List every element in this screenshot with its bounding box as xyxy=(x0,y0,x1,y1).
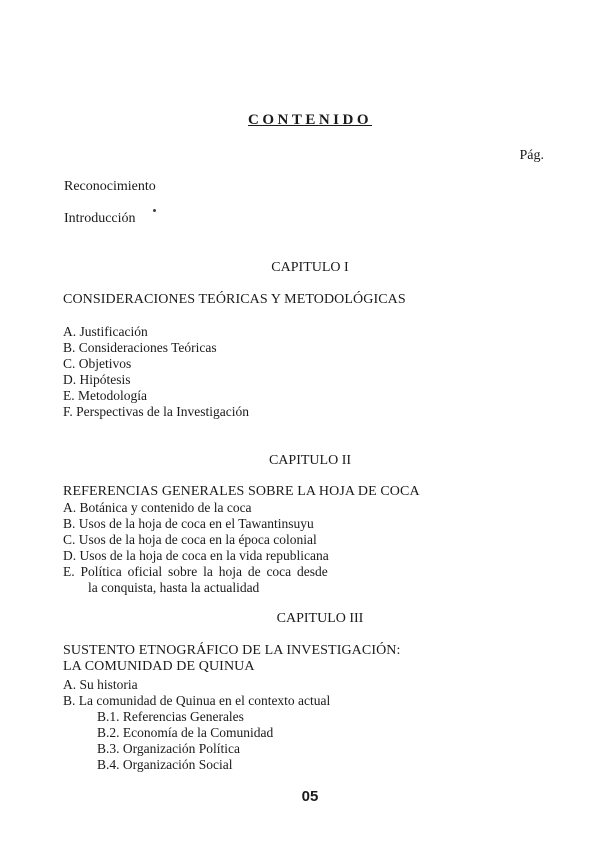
chapter-2-item: B. Usos de la hoja de coca en el Tawantinsuyu xyxy=(63,516,314,531)
chapter-3-item: B. La comunidad de Quinua en el contexto actual xyxy=(63,693,331,708)
chapter-2-item-continuation: la conquista, hasta la actualidad xyxy=(88,580,260,595)
chapter-3-title-line-2: LA COMUNIDAD DE QUINUA xyxy=(63,659,255,674)
chapter-1-item: B. Consideraciones Teóricas xyxy=(63,340,217,355)
chapter-3-subitem: B.4. Organización Social xyxy=(97,757,233,772)
chapter-1-item: D. Hipótesis xyxy=(63,372,131,387)
chapter-2-item: A. Botánica y contenido de la coca xyxy=(63,500,252,515)
page-number: 05 xyxy=(301,788,319,805)
page-column-label: Pág. xyxy=(519,148,544,163)
chapter-3-subitem: B.2. Economía de la Comunidad xyxy=(97,725,274,740)
chapter-1-label: CAPITULO I xyxy=(271,260,349,275)
toc-entry-introduccion: Introducción xyxy=(64,211,136,226)
chapter-2-item: D. Usos de la hoja de coca en la vida republicana xyxy=(63,548,329,563)
contents-heading: CONTENIDO xyxy=(247,112,372,128)
chapter-2-item: E. Política oficial sobre la hoja de coca desde xyxy=(63,564,328,579)
chapter-1-item: E. Metodología xyxy=(63,388,147,403)
chapter-1-item: F. Perspectivas de la Investigación xyxy=(63,404,249,419)
chapter-2-item: C. Usos de la hoja de coca en la época colonial xyxy=(63,532,317,547)
toc-entry-reconocimiento: Reconocimiento xyxy=(64,179,156,194)
chapter-3-subitem: B.1. Referencias Generales xyxy=(97,709,244,724)
chapter-1-item: C. Objetivos xyxy=(63,356,132,371)
chapter-1-item: A. Justificación xyxy=(63,324,148,339)
chapter-3-item: A. Su historia xyxy=(63,677,138,692)
chapter-3-subitem: B.3. Organización Política xyxy=(97,741,240,756)
chapter-2-label: CAPITULO II xyxy=(268,453,352,468)
chapter-3-label: CAPITULO III xyxy=(276,611,364,626)
chapter-3-title-line-1: SUSTENTO ETNOGRÁFICO DE LA INVESTIGACIÓN: xyxy=(63,643,401,658)
stray-mark xyxy=(153,209,156,212)
chapter-2-title: REFERENCIAS GENERALES SOBRE LA HOJA DE COCA xyxy=(63,484,420,499)
chapter-1-title: CONSIDERACIONES TEÓRICAS Y METODOLÓGICAS xyxy=(63,292,406,307)
